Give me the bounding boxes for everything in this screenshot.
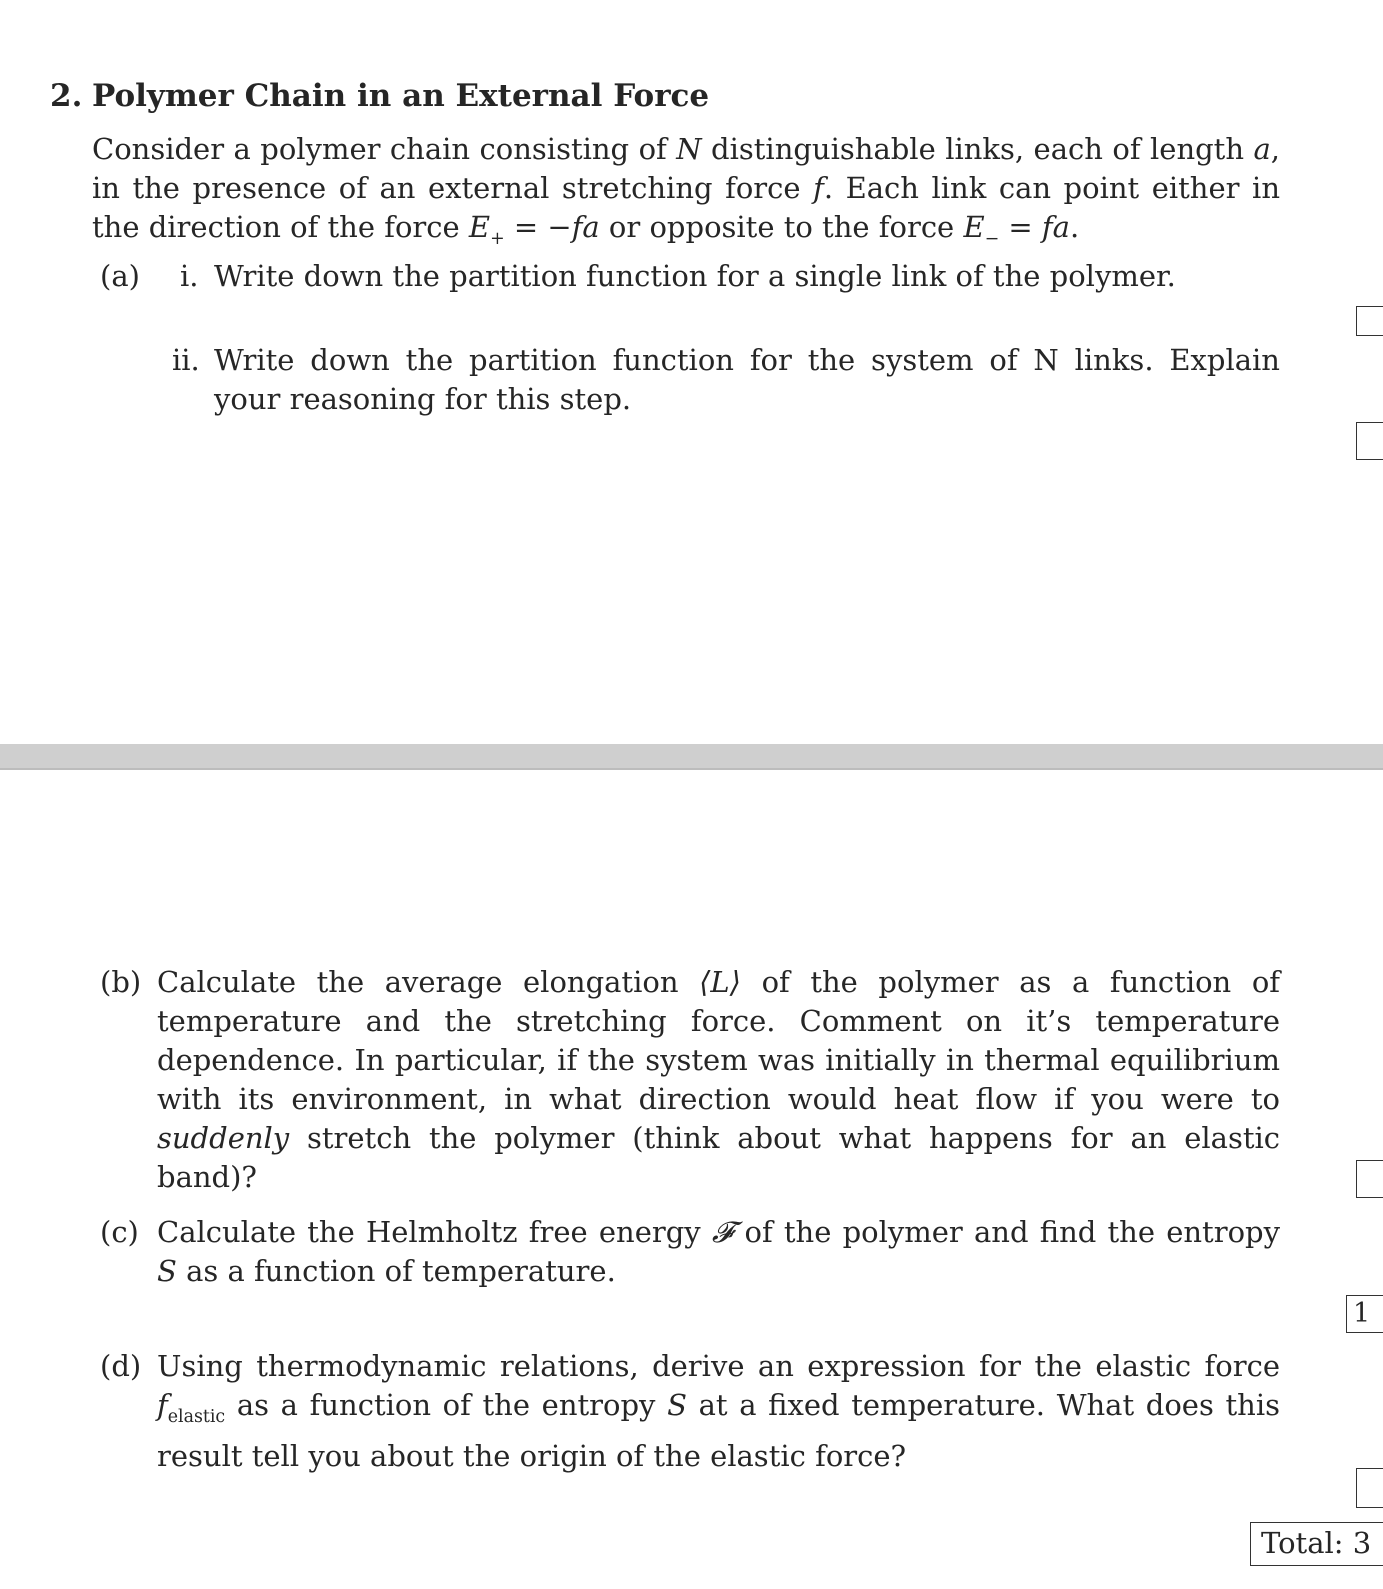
mark-box-d [1356, 1468, 1383, 1508]
part-c-text-2: of the polymer and find the entropy [733, 1215, 1280, 1249]
math-F: 𝓕 [711, 1215, 734, 1249]
total-marks: Total: 3 [1250, 1522, 1383, 1566]
math-eq-plus: = −fa [504, 210, 600, 244]
math-f-elastic: f [157, 1388, 168, 1422]
part-b-text-3: stretch the polymer (think about what happens for an elastic band)? [157, 1121, 1280, 1194]
part-c-text-1: Calculate the Helmholtz free energy [157, 1215, 712, 1249]
part-d-text [157, 1347, 1280, 1476]
part-a-ii-text: Write down the partition function for the system of N links. Explain your reasoning for this step. [214, 343, 1280, 416]
part-b-text [157, 963, 1280, 1197]
intro-text: . Each link can point either in the direction of the force [92, 171, 1280, 244]
question-number: 2. [50, 78, 83, 114]
mark-box-c: 1 [1346, 1295, 1383, 1333]
part-a-i-label: i. [180, 259, 199, 293]
mark-box-a-ii [1356, 422, 1383, 460]
part-b-text-2: of the polymer as a function of temperature and the stretching force. Comment on it’s temperature dependence. In particular, if the system was initially in thermal equilibrium with its environment, in what direction would heat flow if you were to [157, 965, 1281, 1116]
part-b-label: (b) [100, 965, 142, 999]
part-d-label: (d) [100, 1349, 142, 1383]
part-d-text-3: at a fixed temperature. What does this result tell you about the origin of the elastic force? [157, 1388, 1280, 1473]
math-N: N [676, 132, 702, 166]
part-a-ii-label: ii. [172, 343, 200, 377]
emphasis-suddenly: suddenly [157, 1121, 290, 1155]
question-intro [92, 130, 1280, 259]
math-e-plus-sub: + [490, 228, 505, 249]
part-c-label: (c) [100, 1215, 139, 1249]
intro-text: . [1069, 210, 1080, 244]
part-d-text-1: Using thermodynamic relations, derive an expression for the elastic force [157, 1349, 1280, 1383]
part-a-i-text: Write down the partition function for a single link of the polymer. [214, 259, 1176, 293]
math-a: a [1253, 132, 1271, 166]
intro-text: Consider a polymer chain consisting of [92, 132, 677, 166]
intro-text: or opposite to the force [599, 210, 964, 244]
part-d-text-2: as a function of the entropy [225, 1388, 668, 1422]
math-f-elastic-sub: elastic [167, 1406, 226, 1427]
mark-box-b [1356, 1160, 1383, 1198]
question-title: Polymer Chain in an External Force [92, 78, 710, 114]
math-e-plus: E [468, 210, 491, 244]
math-S: S [667, 1388, 687, 1422]
intro-text: distinguishable links, each of length [701, 132, 1254, 166]
math-e-minus: E [963, 210, 985, 244]
math-L: ⟨L⟩ [699, 965, 741, 999]
part-c-text-3: as a function of temperature. [176, 1254, 616, 1288]
part-a-label: (a) [100, 259, 140, 293]
mark-box-a-i [1356, 306, 1383, 336]
math-f: f [813, 171, 824, 205]
part-c-text [157, 1213, 1280, 1291]
part-b-text-1: Calculate the average elongation [157, 965, 700, 999]
page-divider [0, 744, 1383, 770]
math-e-minus-sub: − [984, 228, 1000, 249]
math-S: S [157, 1254, 177, 1288]
intro-text: , in the presence of an external stretching force [92, 132, 1280, 205]
math-eq-minus: = fa [999, 210, 1070, 244]
